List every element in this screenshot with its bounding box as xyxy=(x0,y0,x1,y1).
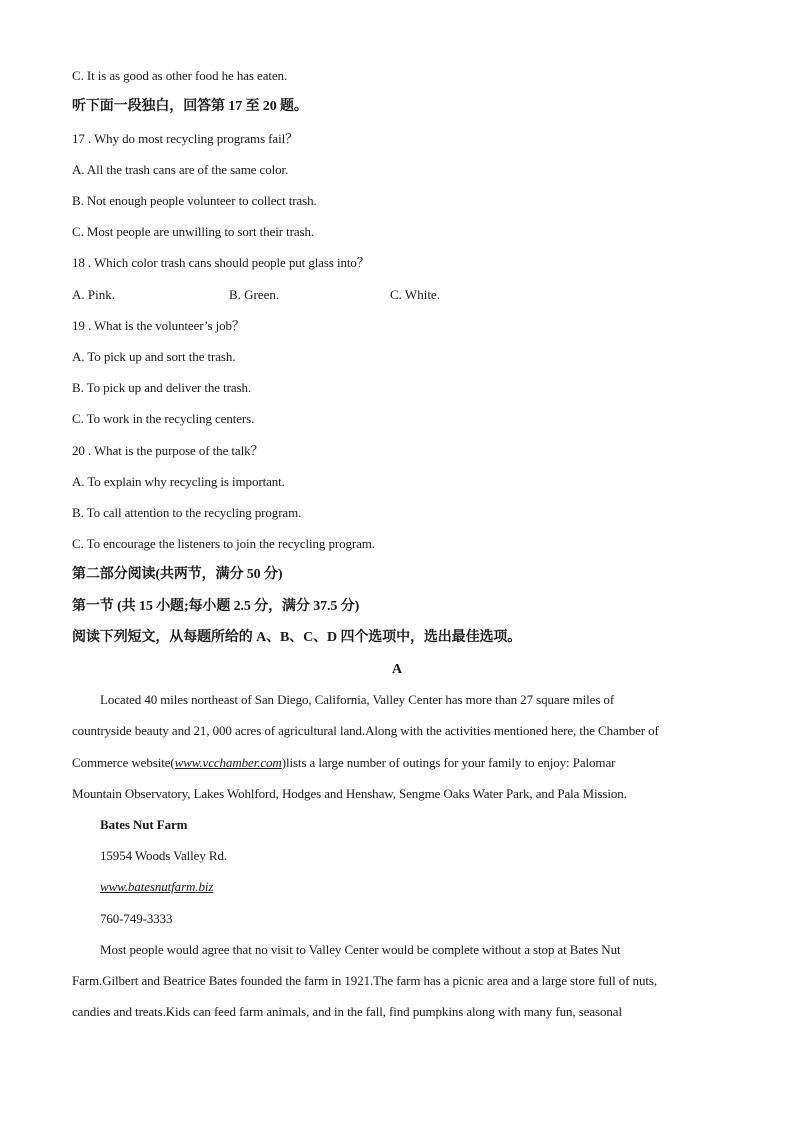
q19-option-c: C. To work in the recycling centers. xyxy=(72,411,255,426)
q18-option-b: B. Green. xyxy=(229,287,280,302)
q20-option-b: B. To call attention to the recycling program. xyxy=(72,505,302,520)
q18-question: 18 . Which color trash cans should people put glass into？ xyxy=(72,255,370,270)
q20-question: 20 . What is the purpose of the talk？ xyxy=(72,443,264,458)
farm-phone: 760-749-3333 xyxy=(100,911,173,926)
q18-option-a: A. Pink. xyxy=(72,287,115,302)
passage-p1-line1: Located 40 miles northeast of San Diego, California, Valley Center has more than 27 square miles of xyxy=(100,692,615,707)
passage-p2-line1: Most people would agree that no visit to Valley Center would be complete without a stop at Bates Nut xyxy=(100,942,621,957)
q18-option-c: C. White. xyxy=(390,287,440,302)
farm-address: 15954 Woods Valley Rd. xyxy=(100,848,228,863)
reading-instruction: 阅读下列短文，从每题所给的 A、B、C、D 四个选项中，选出最佳选项。 xyxy=(72,630,522,645)
section-one-heading: 第一节 (共 15 小题;每小题 2.5 分，满分 37.5 分) xyxy=(72,599,360,614)
passage-text: )lists a large number of outings for your family to enjoy: Palomar xyxy=(281,755,616,770)
q17-question: 17 . Why do most recycling programs fail？ xyxy=(72,131,299,146)
q19-option-a: A. To pick up and sort the trash. xyxy=(72,349,236,364)
q19-question: 19 . What is the volunteer’s job？ xyxy=(72,318,245,333)
q17-option-a: A. All the trash cans are of the same color. xyxy=(72,162,289,177)
farm-website-link[interactable]: www.batesnutfarm.biz xyxy=(100,879,214,894)
passage-p1-line3 xyxy=(72,755,615,771)
passage-p2-line2: Farm.Gilbert and Beatrice Bates founded the farm in 1921.The farm has a picnic area and a large store full of nuts, xyxy=(72,973,657,988)
passage-a-title: A xyxy=(391,662,402,677)
chamber-website-link[interactable]: www.vcchamber.com xyxy=(174,755,282,770)
part-two-heading: 第二部分阅读(共两节，满分 50 分) xyxy=(72,567,283,582)
passage-p1-line4: Mountain Observatory, Lakes Wohlford, Hodges and Henshaw, Sengme Oaks Water Park, and Pala Mission. xyxy=(72,786,627,801)
passage-text: Commerce website( xyxy=(72,755,175,770)
q20-option-a: A. To explain why recycling is important. xyxy=(72,474,285,489)
passage-p2-line3: candies and treats.Kids can feed farm animals, and in the fall, find pumpkins along with many fun, seasonal xyxy=(72,1004,622,1019)
q17-option-b: B. Not enough people volunteer to collect trash. xyxy=(72,193,317,208)
q17-option-c: C. Most people are unwilling to sort their trash. xyxy=(72,224,315,239)
section-instruction-17-20: 听下面一段独白，回答第 17 至 20 题。 xyxy=(72,99,308,114)
q16-option-c: C. It is as good as other food he has eaten. xyxy=(72,68,288,83)
q19-option-b: B. To pick up and deliver the trash. xyxy=(72,380,252,395)
farm-name: Bates Nut Farm xyxy=(100,817,188,832)
passage-p1-line2: countryside beauty and 21, 000 acres of agricultural land.Along with the activities mentioned here, the Chamber of xyxy=(72,723,659,738)
q20-option-c: C. To encourage the listeners to join the recycling program. xyxy=(72,536,375,551)
